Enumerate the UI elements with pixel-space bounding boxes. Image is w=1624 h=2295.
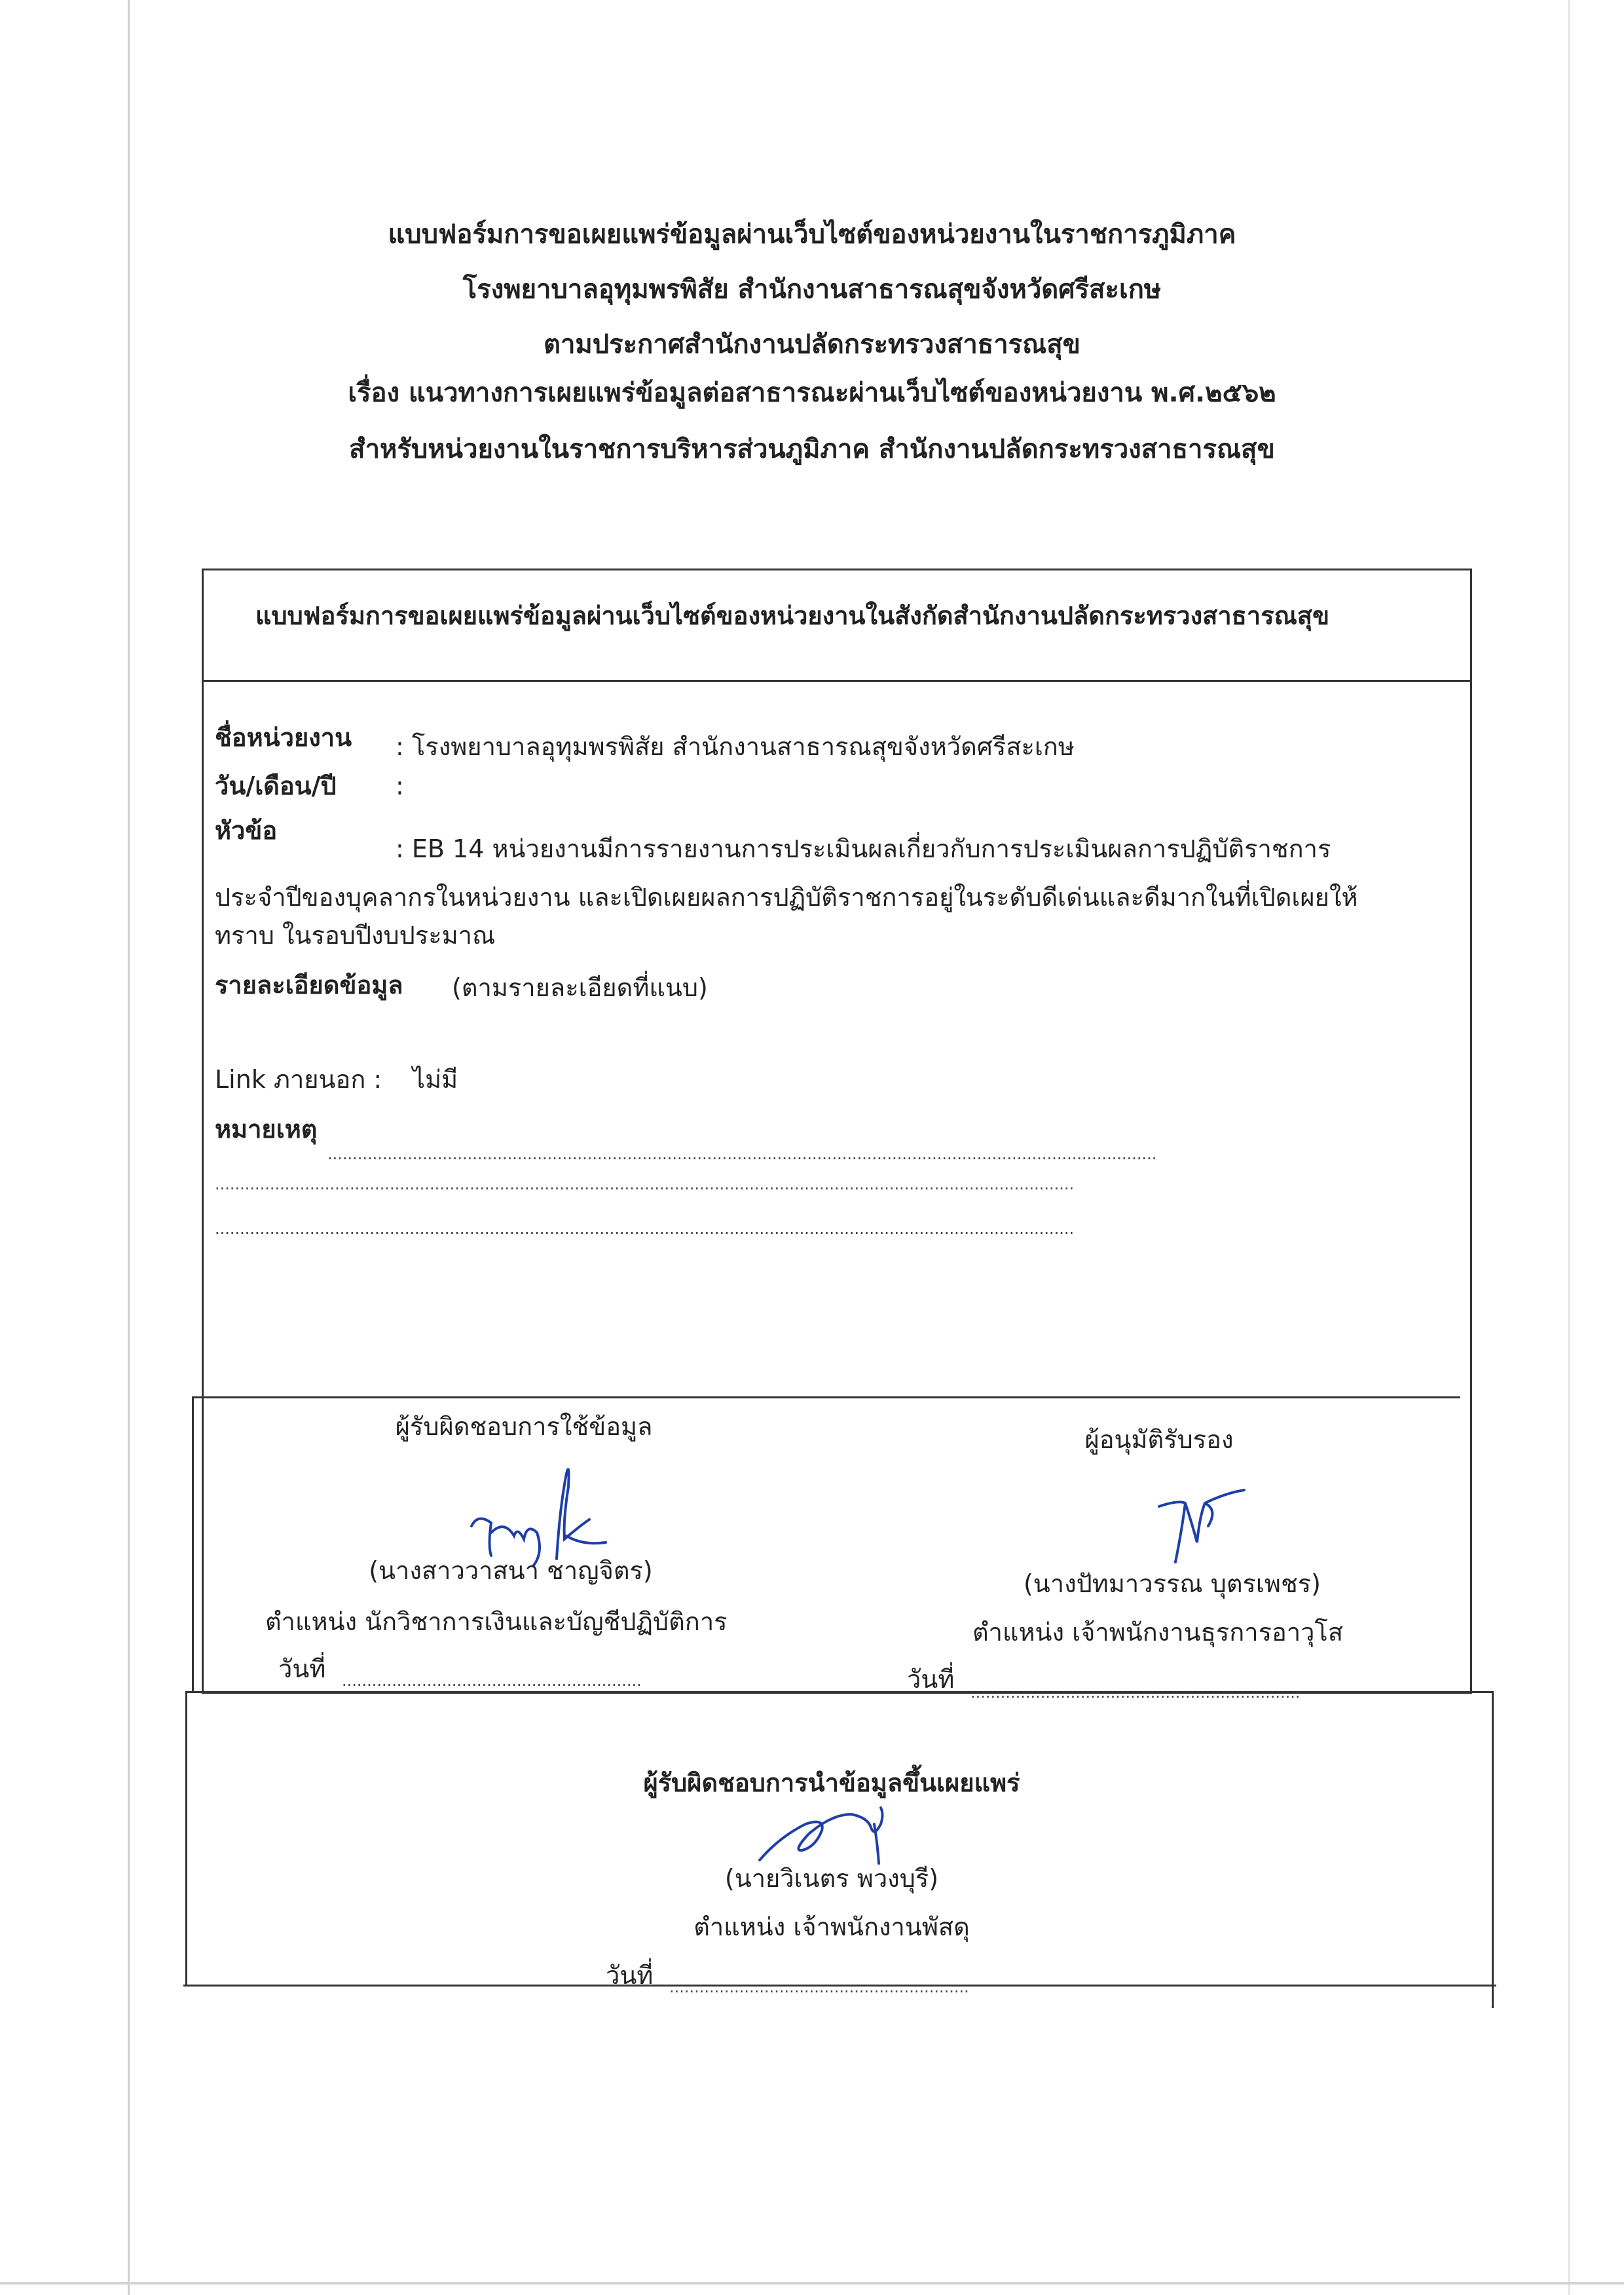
date-label: วัน/เดือน/ปี	[215, 772, 337, 800]
scan-edge-left	[128, 0, 130, 2295]
mid-box-left-edge	[192, 1396, 194, 1692]
topic-line-3: ทราบ ในรอบปีงบประมาณ	[215, 921, 496, 950]
note-label: หมายเหตุ	[215, 1115, 318, 1144]
right-signature-mark	[1146, 1477, 1264, 1569]
bottom-box-right-edge	[1492, 1691, 1494, 2008]
header-title-line-2: โรงพยาบาลอุทุมพรพิสัย สำนักงานสาธารณสุขจังหวัดศรีสะเกษ	[462, 274, 1162, 305]
right-signer-heading: ผู้อนุมัติรับรอง	[1084, 1425, 1234, 1454]
left-signer-heading: ผู้รับผิดชอบการใช้ข้อมูล	[395, 1412, 653, 1441]
note-dots-line-1: ......................................................................................................................................................................	[327, 1145, 1157, 1163]
signature-divider-top	[193, 1396, 1460, 1398]
note-dots-line-2: ............................................................................................................................................................................	[215, 1175, 1075, 1193]
header-title-line-5: สำหรับหน่วยงานในราชการบริหารส่วนภูมิภาค สำนักงานปลัดกระทรวงสาธารณสุข	[349, 434, 1275, 464]
scan-edge-bottom	[0, 2282, 1624, 2285]
bottom-signature-mark	[753, 1798, 910, 1870]
form-title-divider	[202, 680, 1472, 682]
right-date-dots: ..................................................................	[970, 1683, 1301, 1702]
link-value: ไม่มี	[413, 1065, 458, 1094]
detail-label: รายละเอียดข้อมูล	[215, 971, 403, 999]
agency-label: ชื่อหน่วยงาน	[215, 723, 352, 752]
bottom-signer-position: ตำแหน่ง เจ้าพนักงานพัสดุ	[693, 1912, 970, 1941]
detail-value: (ตามรายละเอียดที่แนบ)	[452, 973, 708, 1002]
date-value: :	[396, 772, 404, 800]
form-box-title: แบบฟอร์มการขอเผยแพร่ข้อมูลผ่านเว็บไซต์ของหน่วยงานในสังกัดสำนักงานปลัดกระทรวงสาธารณสุข	[255, 601, 1330, 630]
header-title-line-1: แบบฟอร์มการขอเผยแพร่ข้อมูลผ่านเว็บไซต์ของหน่วยงานในราชการภูมิภาค	[388, 219, 1236, 250]
scan-edge-right	[1568, 0, 1570, 2295]
topic-line-2: ประจำปีของบุคลากรในหน่วยงาน และเปิดเผยผลการปฏิบัติราชการอยู่ในระดับดีเด่นและดีมากในที่เปิดเผยให้	[215, 883, 1358, 912]
note-dots-line-3: ............................................................................................................................................................................	[215, 1220, 1075, 1238]
left-date-label: วันที่	[278, 1654, 326, 1683]
bottom-signer-name: (นายวิเนตร พวงบุรี)	[724, 1864, 939, 1893]
right-date-label: วันที่	[907, 1665, 955, 1694]
header-title-line-4: เรื่อง แนวทางการเผยแพร่ข้อมูลต่อสาธารณะผ่านเว็บไซต์ของหน่วยงาน พ.ศ.๒๕๖๒	[348, 378, 1276, 408]
bottom-date-label: วันที่	[606, 1961, 654, 1990]
left-signer-position: ตำแหน่ง นักวิชาการเงินและบัญชีปฏิบัติการ	[265, 1607, 728, 1636]
topic-label: หัวข้อ	[215, 816, 278, 845]
left-date-dots: ............................................................	[342, 1671, 642, 1690]
right-signer-name: (นางปัทมาวรรณ บุตรเพชร)	[1023, 1569, 1321, 1598]
header-title-line-3: ตามประกาศสำนักงานปลัดกระทรวงสาธารณสุข	[543, 329, 1081, 360]
bottom-date-dots: ............................................................	[669, 1978, 969, 1996]
topic-line-1: : EB 14 หน่วยงานมีการรายงานการประเมินผลเกี่ยวกับการประเมินผลการปฏิบัติราชการ	[396, 834, 1331, 863]
link-label: Link ภายนอก :	[215, 1065, 382, 1094]
bottom-signer-heading: ผู้รับผิดชอบการนำข้อมูลขึ้นเผยแพร่	[643, 1768, 1020, 1797]
right-signer-position: ตำแหน่ง เจ้าพนักงานธุรการอาวุโส	[972, 1618, 1344, 1647]
left-signer-name: (นางสาววาสนา ชาญจิตร)	[369, 1556, 653, 1585]
agency-value: : โรงพยาบาลอุทุมพรพิสัย สำนักงานสาธารณสุขจังหวัดศรีสะเกษ	[396, 732, 1075, 761]
bottom-box-left-edge	[185, 1691, 187, 1987]
